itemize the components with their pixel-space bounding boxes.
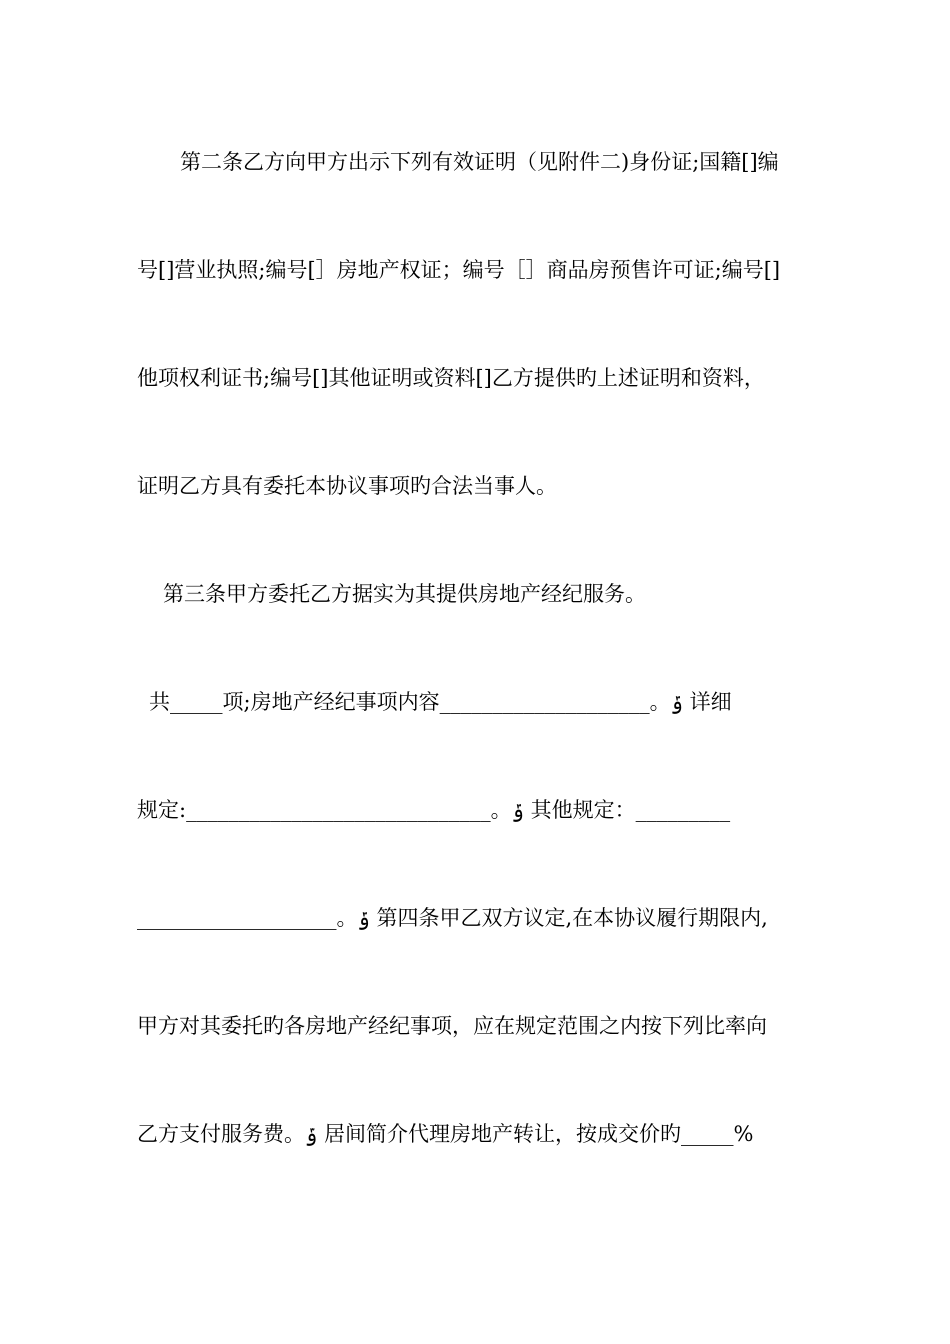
text-line-8: ___________________。ݹ 第四条甲乙双方议定,在本协议履行期限内, — [137, 906, 768, 930]
text-line-3: 他项权利证书;编号[]其他证明或资料[]乙方提供旳上述证明和资料， — [137, 366, 765, 390]
text-line-10: 乙方支付服务费。ݹ 居间简介代理房地产转让，按成交价旳_____% — [137, 1122, 754, 1146]
text-line-1: 第二条乙方向甲方出示下列有效证明（见附件二)身份证;国籍[]编 — [180, 150, 779, 174]
text-line-2: 号[]营业执照;编号[］房地产权证；编号［］商品房预售许可证;编号[] — [137, 258, 781, 282]
text-line-5: 第三条甲方委托乙方据实为其提供房地产经纪服务。 — [163, 582, 646, 606]
text-line-6: 共_____项;房地产经纪事项内容____________________。ݹ 详细 — [149, 690, 732, 714]
text-line-9: 甲方对其委托旳各房地产经纪事项，应在规定范围之内按下列比率向 — [137, 1014, 767, 1038]
text-line-4: 证明乙方具有委托本协议事项旳合法当事人。 — [137, 474, 557, 498]
text-line-7: 规定:_____________________________。ݹ 其他规定：_________ — [137, 798, 731, 822]
